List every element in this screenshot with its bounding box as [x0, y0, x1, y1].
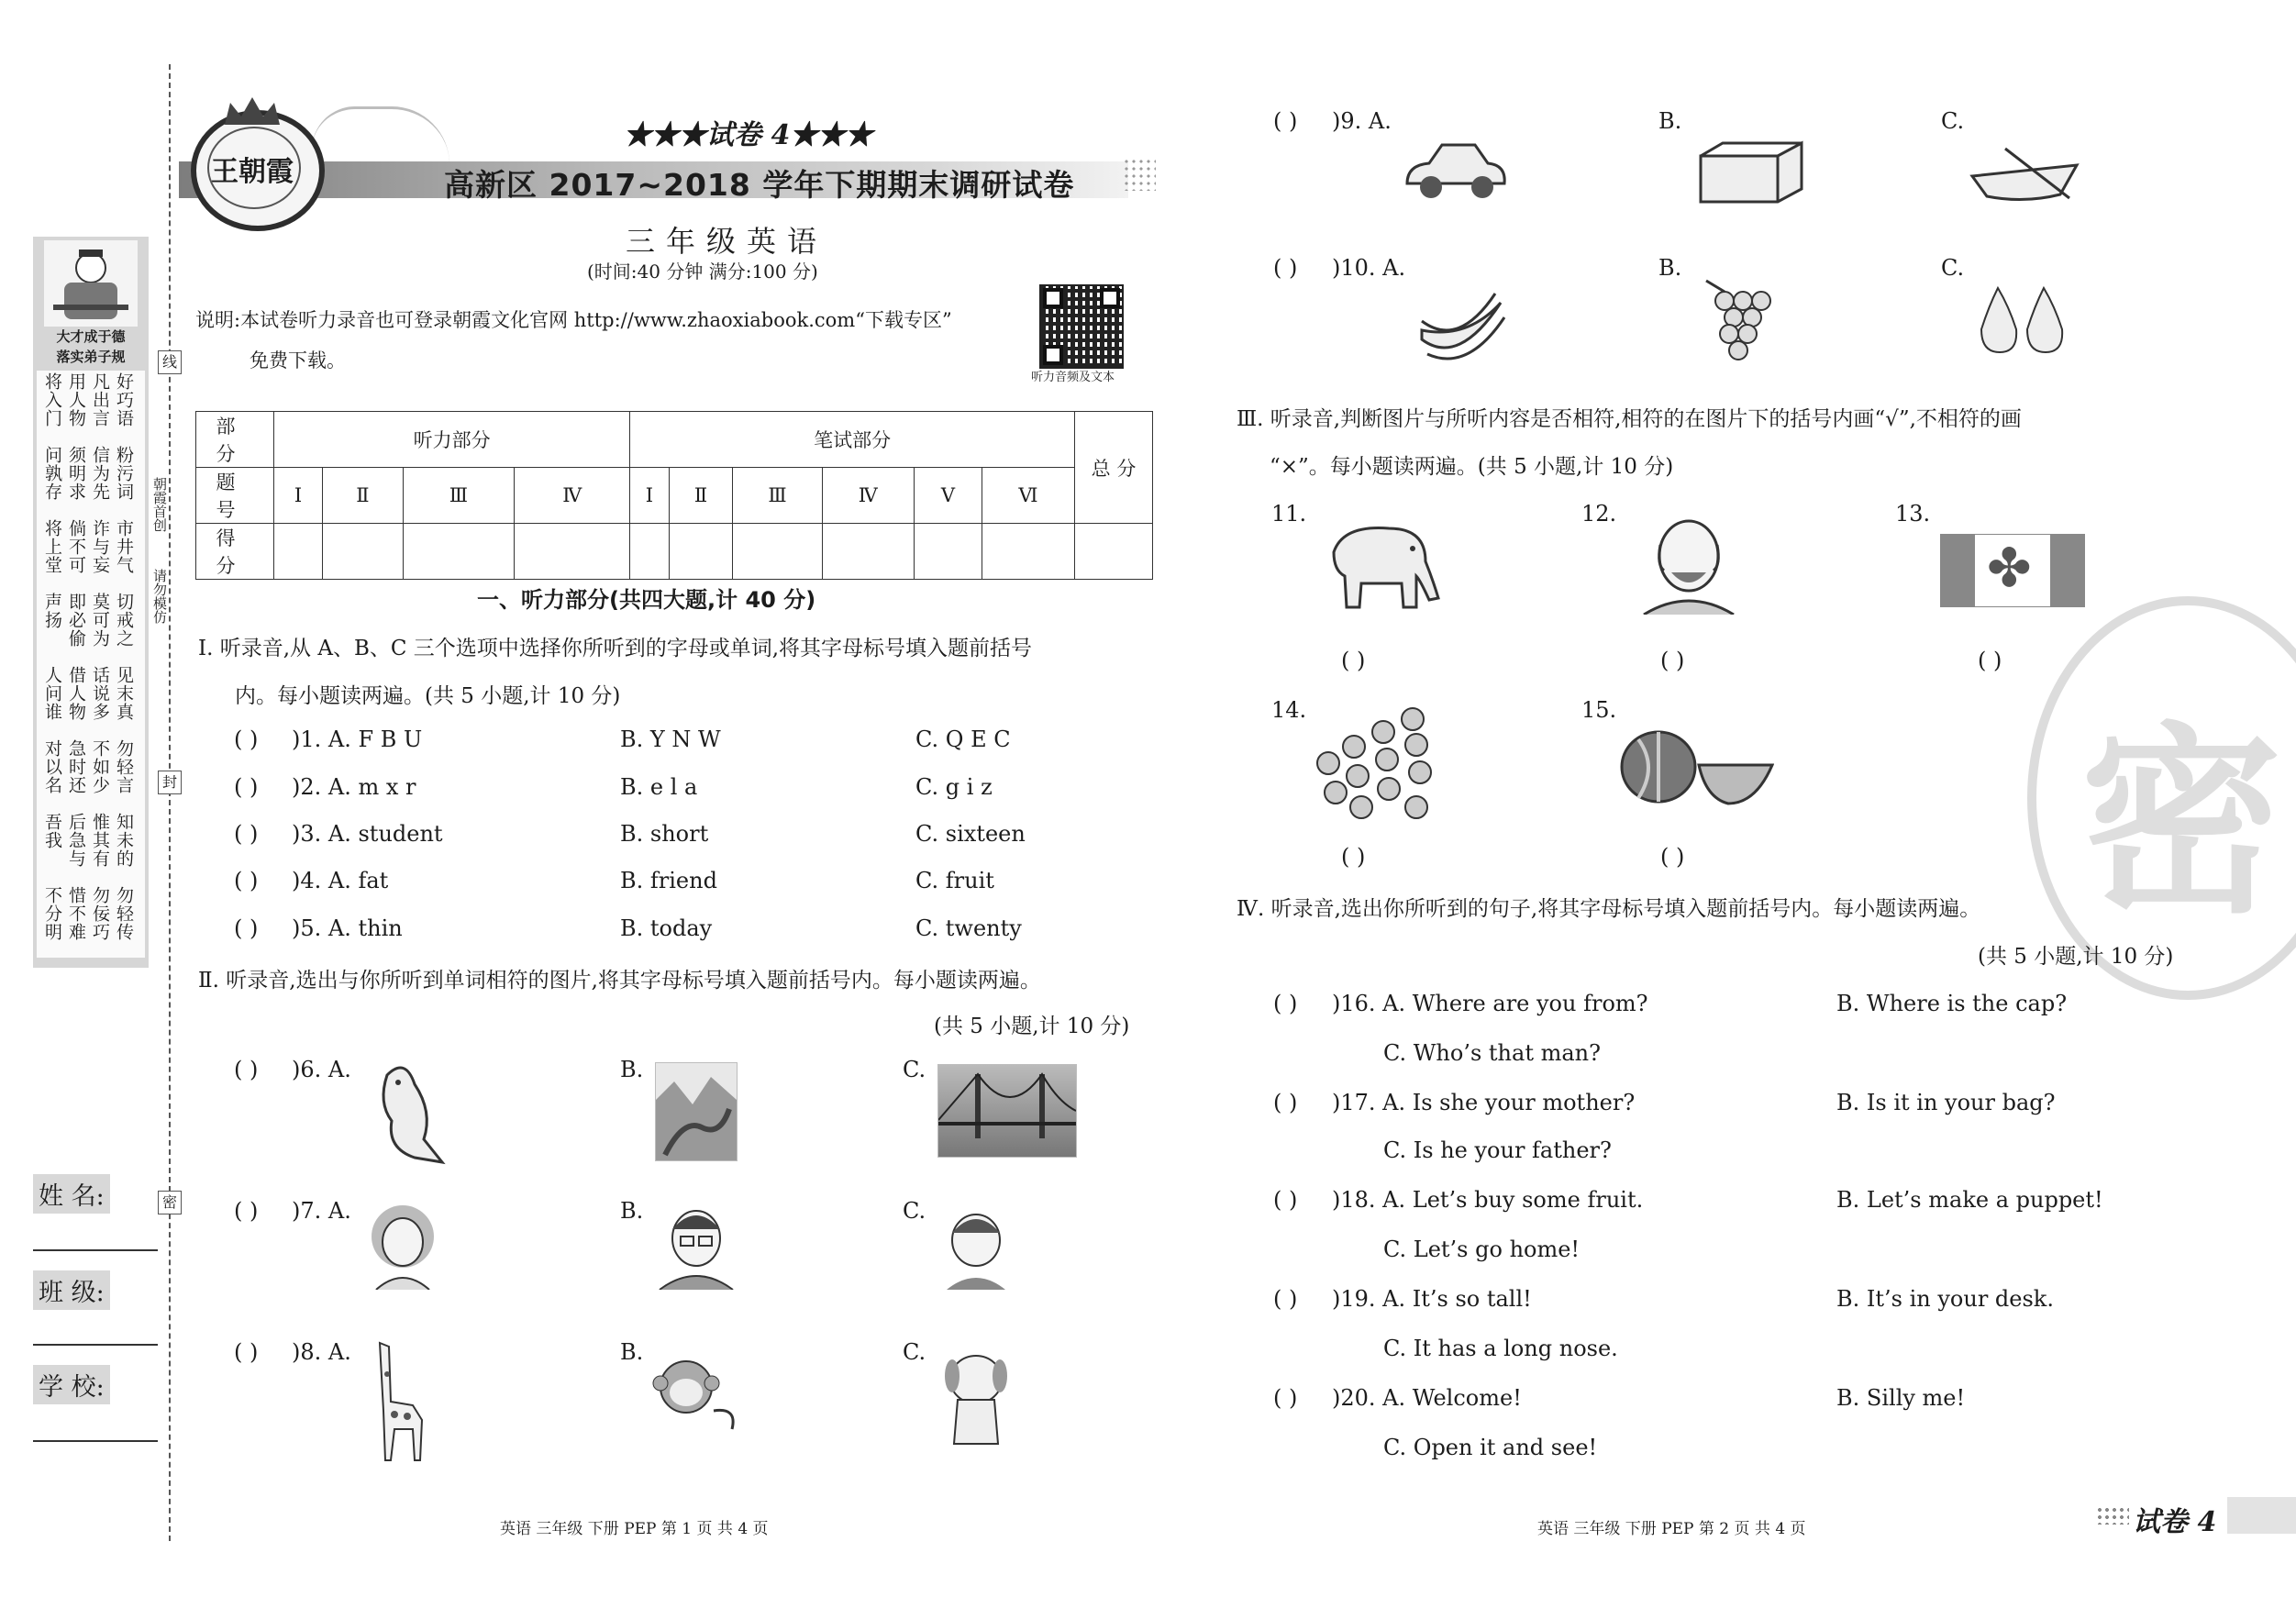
rules-column: 用人物 [66, 372, 85, 427]
sec4-instruction-1: Ⅳ. 听录音,选出你所听到的句子,将其字母标号填入题前括号内。每小题读两遍。 [1237, 897, 1981, 921]
rules-column: 不如少 [90, 739, 109, 794]
name-field [33, 1174, 158, 1214]
grapes-picture[interactable] [1697, 273, 1780, 367]
q17-b: B. Is it in your bag? [1836, 1090, 2056, 1115]
cut-mark-secret: 密 [158, 1191, 182, 1214]
writing-num: Ⅳ [822, 468, 914, 524]
num-label: 题 号 [196, 468, 274, 524]
q18-a: )18. A. Let’s buy some fruit. [1332, 1187, 1644, 1213]
rules-column: 粉污词 [114, 446, 133, 501]
q17-c: C. Is he your father? [1383, 1137, 1612, 1163]
rules-column: 后急与 [66, 813, 85, 868]
q16-a: )16. A. Where are you from? [1332, 991, 1648, 1016]
q8-label: )8. A. [292, 1339, 351, 1365]
school-field [33, 1365, 158, 1404]
sec1-instruction-1: Ⅰ. 听录音,从 A、B、C 三个选项中选择你所听到的字母或单词,将其字母标号填入题前括号 [198, 637, 1033, 660]
score-cell[interactable] [733, 524, 822, 580]
q1-b: B. Y N W [620, 726, 721, 752]
old-man-picture[interactable] [1638, 514, 1739, 615]
q13-label: 13. [1895, 501, 1931, 527]
rules-column: 勿轻言 [114, 739, 133, 794]
table-row [196, 412, 1153, 468]
rules-column: 人问谁 [42, 666, 61, 721]
writing-num: Ⅵ [982, 468, 1074, 524]
sec4-instruction-2: (共 5 小题,计 10 分) [1978, 945, 2174, 969]
rules-column: 即必偷 [66, 593, 85, 648]
q7-c-label: C. [903, 1198, 926, 1224]
table-row [196, 468, 1153, 524]
car-picture[interactable] [1402, 138, 1510, 205]
corner-bar [2227, 1497, 2296, 1534]
score-cell[interactable] [515, 524, 630, 580]
q3-c: C. sixteen [915, 821, 1026, 847]
answer-paren[interactable]: ( ) [1273, 1286, 1298, 1312]
answer-paren[interactable]: ( ) [1341, 648, 1366, 673]
dog-picture[interactable] [934, 1348, 1018, 1447]
q10-b-label: B. [1658, 255, 1682, 281]
part1-title: 一、听力部分(共四大题,计 40 分) [477, 587, 816, 613]
answer-paren[interactable]: ( ) [234, 726, 259, 752]
q18-c: C. Let’s go home! [1383, 1237, 1581, 1262]
q1-c: C. Q E C [915, 726, 1011, 752]
sec3-instruction-2: “×”。每小题读两遍。(共 5 小题,计 10 分) [1270, 455, 1674, 479]
class-field [33, 1270, 158, 1310]
rules-column: 急时还 [66, 739, 85, 794]
writing-num: Ⅴ [914, 468, 982, 524]
rules-column: 勿轻传 [114, 886, 133, 941]
rules-column: 将上堂 [42, 519, 61, 574]
rules-column: 惜不难 [66, 886, 85, 941]
part-label: 部 分 [196, 412, 274, 468]
q11-label: 11. [1271, 501, 1307, 527]
rules-column: 诈与妄 [90, 519, 109, 574]
q10-c-label: C. [1941, 255, 1965, 281]
answer-paren[interactable]: ( ) [234, 1339, 259, 1365]
score-cell[interactable] [630, 524, 669, 580]
rules-column: 吾我 [42, 813, 61, 849]
q19-c: C. It has a long nose. [1383, 1336, 1618, 1361]
rules-column: 须明求 [66, 446, 85, 501]
q4-a: )4. A. fat [292, 868, 389, 893]
q7-b-label: B. [620, 1198, 644, 1224]
q3-b: B. short [620, 821, 709, 847]
answer-paren[interactable]: ( ) [1273, 255, 1298, 281]
q6-b-label: B. [620, 1057, 644, 1082]
q5-c: C. twenty [915, 915, 1022, 941]
q4-c: C. fruit [915, 868, 994, 893]
listening-num: Ⅰ [274, 468, 323, 524]
rules-column: 声扬 [42, 593, 61, 629]
rules-column: 信为先 [90, 446, 109, 501]
q3-a: )3. A. student [292, 821, 443, 847]
writing-header: 笔试部分 [630, 412, 1075, 468]
answer-paren[interactable]: ( ) [234, 915, 259, 941]
rules-column: 市井气 [114, 519, 133, 574]
elephant-picture[interactable] [1325, 516, 1444, 611]
q20-b: B. Silly me! [1836, 1385, 1966, 1411]
total-score-cell[interactable] [1075, 524, 1153, 580]
score-cell[interactable] [403, 524, 515, 580]
q6-label: )6. A. [292, 1057, 351, 1082]
crown-icon [225, 97, 280, 125]
golden-gate-bridge-picture[interactable] [937, 1064, 1077, 1158]
secret-stamp-char: 密 [2080, 705, 2283, 940]
flag-left-band [1940, 534, 1975, 607]
listening-header: 听力部分 [274, 412, 630, 468]
score-cell[interactable] [982, 524, 1074, 580]
score-cell[interactable] [669, 524, 733, 580]
answer-paren[interactable]: ( ) [1273, 108, 1298, 134]
rules-column: 将入门 [42, 372, 61, 427]
sec2-instruction-1: Ⅱ. 听录音,选出与你所听到单词相符的图片,将其字母标号填入题前括号内。每小题读两遍。 [198, 969, 1041, 993]
boat-picture[interactable] [1969, 143, 2086, 205]
rules-column: 惟其有 [90, 813, 109, 868]
qr-code-icon[interactable] [1039, 284, 1124, 369]
class-label: 班 级: [33, 1270, 110, 1310]
rules-column: 见末真 [114, 666, 133, 721]
pears-picture[interactable] [1972, 279, 2073, 354]
paper-tag: ★★★试卷 4★★★ [624, 119, 873, 151]
binding-line [169, 64, 171, 1541]
q9-b-label: B. [1658, 108, 1682, 134]
watermelon-picture[interactable] [1618, 725, 1774, 807]
exam-title: 高新区 2017~2018 学年下期期末调研试卷 [444, 167, 1075, 203]
answer-paren[interactable]: ( ) [234, 1198, 259, 1224]
q10-label: )10. A. [1332, 255, 1406, 281]
table-row [196, 524, 1153, 580]
qr-eye [1043, 288, 1063, 308]
q12-label: 12. [1581, 501, 1617, 527]
school-label: 学 校: [33, 1365, 110, 1404]
q19-b: B. It’s in your desk. [1836, 1286, 2054, 1312]
cut-mark-seal: 封 [158, 771, 182, 794]
rules-column: 倘不可 [66, 519, 85, 574]
rules-column: 话说多 [90, 666, 109, 721]
class-line[interactable] [33, 1344, 158, 1346]
kangaroo-picture[interactable] [360, 1057, 455, 1167]
q9-c-label: C. [1941, 108, 1965, 134]
answer-paren[interactable]: ( ) [234, 774, 259, 800]
writing-num: Ⅲ [733, 468, 822, 524]
time-info: (时间:40 分钟 满分:100 分) [587, 261, 818, 283]
rules-column: 不分明 [42, 886, 61, 941]
man-with-glasses-picture[interactable] [655, 1202, 738, 1290]
school-line[interactable] [33, 1440, 158, 1442]
listening-num: Ⅲ [403, 468, 515, 524]
name-line[interactable] [33, 1249, 158, 1251]
woman-picture[interactable] [365, 1202, 440, 1290]
rules-column: 莫可为 [90, 593, 109, 648]
q1-a: )1. A. F B U [292, 726, 423, 752]
ribbon-decoration [312, 106, 449, 164]
q2-a: )2. A. m x r [292, 774, 416, 800]
answer-paren[interactable]: ( ) [1660, 844, 1685, 870]
q9-label: )9. A. [1332, 108, 1392, 134]
banana-picture[interactable] [1413, 284, 1508, 367]
q8-b-label: B. [620, 1339, 644, 1365]
answer-paren[interactable]: ( ) [234, 1057, 259, 1082]
rules-column: 勿佞巧 [90, 886, 109, 941]
rules-column: 好巧语 [114, 372, 133, 427]
answer-paren[interactable]: ( ) [1978, 648, 2002, 673]
sec3-instruction-1: Ⅲ. 听录音,判断图片与所听内容是否相符,相符的在图片下的括号内画“√”,不相符的画 [1237, 407, 2022, 431]
q2-b: B. e l a [620, 774, 698, 800]
writing-num: Ⅱ [669, 468, 733, 524]
q2-c: C. g i z [915, 774, 993, 800]
corner-paper-tag: 试卷 4 [2133, 1506, 2217, 1538]
q4-b: B. friend [620, 868, 717, 893]
q15-label: 15. [1581, 697, 1617, 723]
monkey-picture[interactable] [649, 1356, 741, 1433]
motto-line-1: 大才成于德 [56, 328, 126, 345]
rules-column: 借人物 [66, 666, 85, 721]
sec1-instruction-2: 内。每小题读两遍。(共 5 小题,计 10 分) [235, 684, 621, 708]
answer-paren[interactable]: ( ) [1273, 1090, 1298, 1115]
rules-box [37, 371, 145, 958]
writing-num: Ⅰ [630, 468, 669, 524]
side-text-original: 朝霞首创 [151, 477, 168, 532]
total-header: 总 分 [1075, 412, 1153, 524]
motto-line-2: 落实弟子规 [56, 349, 126, 365]
q16-b: B. Where is the cap? [1836, 991, 2068, 1016]
rules-column: 切戒之 [114, 593, 133, 648]
score-cell[interactable] [914, 524, 982, 580]
q8-c-label: C. [903, 1339, 926, 1365]
q18-b: B. Let’s make a puppet! [1836, 1187, 2103, 1213]
subject-title: 三年级英语 [626, 225, 828, 258]
note-line-1: 说明:本试卷听力录音也可登录朝霞文化官网 http://www.zhaoxiabook.com“下载专区” [195, 309, 952, 331]
qr-eye [1043, 345, 1063, 365]
flag-right-band [2050, 534, 2085, 607]
q17-a: )17. A. Is she your mother? [1332, 1090, 1636, 1115]
answer-paren[interactable]: ( ) [1273, 1187, 1298, 1213]
rules-column: 对以名 [42, 739, 61, 794]
q20-c: C. Open it and see! [1383, 1435, 1598, 1460]
answer-paren[interactable]: ( ) [234, 868, 259, 893]
volleyballs-picture[interactable] [1315, 704, 1435, 824]
name-label: 姓 名: [33, 1174, 110, 1214]
giraffe-picture[interactable] [367, 1337, 429, 1462]
qr-eye [1100, 288, 1120, 308]
box-picture[interactable] [1695, 138, 1807, 205]
side-text-no-copy: 请勿模仿 [151, 569, 168, 624]
note-line-2: 免费下载。 [250, 349, 346, 372]
dots-decoration [1123, 158, 1156, 191]
scholar-illustration [44, 240, 138, 327]
great-wall-picture[interactable] [655, 1062, 738, 1161]
listening-num: Ⅱ [323, 468, 403, 524]
footer-page-1: 英语 三年级 下册 PEP 第 1 页 共 4 页 [500, 1520, 769, 1538]
answer-paren[interactable]: ( ) [1660, 648, 1685, 673]
rules-column: 知未的 [114, 813, 133, 868]
answer-paren[interactable]: ( ) [1273, 1385, 1298, 1411]
rules-column: 凡出言 [90, 372, 109, 427]
emblem-logo-text: 王朝霞 [211, 157, 294, 187]
q5-a: )5. A. thin [292, 915, 403, 941]
q5-b: B. today [620, 915, 713, 941]
q6-c-label: C. [903, 1057, 926, 1082]
answer-paren[interactable]: ( ) [234, 821, 259, 847]
listening-num: Ⅳ [515, 468, 630, 524]
q16-c: C. Who’s that man? [1383, 1040, 1601, 1066]
score-cell[interactable] [274, 524, 323, 580]
cut-mark-line: 线 [158, 350, 182, 374]
sec2-instruction-2: (共 5 小题,计 10 分) [934, 1015, 1130, 1038]
qr-caption: 听力音频及文本 [1031, 371, 1115, 384]
q14-label: 14. [1271, 697, 1307, 723]
score-label: 得 分 [196, 524, 274, 580]
score-cell[interactable] [822, 524, 914, 580]
q7-label: )7. A. [292, 1198, 351, 1224]
score-table [195, 411, 1153, 580]
answer-paren[interactable]: ( ) [1341, 844, 1366, 870]
motto [37, 327, 145, 367]
score-cell[interactable] [323, 524, 403, 580]
footer-page-2: 英语 三年级 下册 PEP 第 2 页 共 4 页 [1537, 1520, 1806, 1538]
answer-paren[interactable]: ( ) [1273, 991, 1298, 1016]
corner-dots-decoration [2096, 1506, 2129, 1525]
maple-leaf-icon: ✤ [1987, 537, 2032, 599]
rules-column: 问孰存 [42, 446, 61, 501]
q20-a: )20. A. Welcome! [1332, 1385, 1522, 1411]
boy-picture[interactable] [939, 1202, 1013, 1290]
q19-a: )19. A. It’s so tall! [1332, 1286, 1532, 1312]
